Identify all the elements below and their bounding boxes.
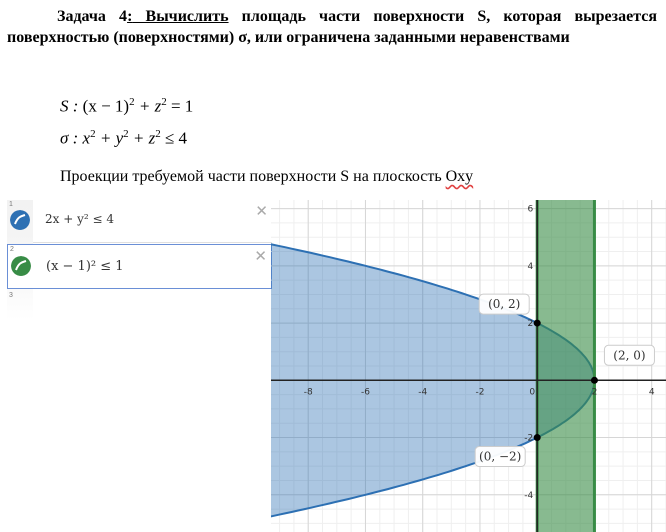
x-tick-label: -8 bbox=[303, 387, 313, 398]
formula-sigma-term2: + y bbox=[95, 128, 124, 148]
formula-sigma-rhs: ≤ 4 bbox=[160, 128, 188, 148]
task-colon: : bbox=[127, 8, 133, 25]
expression-index: 2 bbox=[10, 246, 14, 253]
formula-s-rhs: = 1 bbox=[166, 96, 194, 116]
formula-s-term2: + z bbox=[134, 96, 162, 116]
x-tick-label: 2 bbox=[591, 387, 598, 398]
expression-row-1[interactable] bbox=[7, 200, 272, 243]
y-tick-label: -4 bbox=[524, 490, 534, 501]
formula-s-exp1: 2 bbox=[129, 96, 135, 108]
expression-text[interactable]: (x − 1)² ≤ 1 bbox=[46, 259, 124, 274]
projection-caption bbox=[60, 168, 473, 186]
expression-index-new[interactable]: 3 bbox=[9, 292, 13, 299]
point-marker bbox=[534, 320, 541, 327]
formula-s-term1: (x − 1) bbox=[82, 96, 130, 116]
point-label bbox=[479, 294, 529, 314]
point-label-text: (2, 0) bbox=[613, 348, 646, 363]
formula-sigma-term1: x bbox=[82, 128, 91, 148]
point-marker bbox=[591, 377, 598, 384]
expression-list bbox=[7, 200, 272, 532]
projection-plane: Oxy bbox=[445, 168, 474, 185]
point-label bbox=[604, 345, 654, 365]
formula-sigma-exp2: 2 bbox=[123, 128, 129, 140]
formula-sigma bbox=[60, 128, 187, 149]
formula-sigma-term3: + z bbox=[128, 128, 156, 148]
y-tick-label: 6 bbox=[527, 204, 534, 215]
formula-sigma-exp3: 2 bbox=[155, 128, 161, 140]
x-tick-label: -4 bbox=[418, 387, 428, 398]
point-label-text: (0, 2) bbox=[488, 297, 521, 312]
formula-s-lhs: S : bbox=[60, 96, 79, 116]
formula-s-exp2: 2 bbox=[161, 96, 167, 108]
expression-index: 1 bbox=[9, 201, 13, 208]
y-tick-label: -2 bbox=[524, 433, 534, 444]
task-text: площадь части поверхности S, которая вырезается поверхностью (поверхностями) σ, или ограничена заданными неравенствами bbox=[7, 8, 658, 46]
point-marker bbox=[534, 434, 541, 441]
x-tick-label: -2 bbox=[475, 387, 485, 398]
x-tick-label: -6 bbox=[360, 387, 370, 398]
task-verb: Вычислить bbox=[132, 8, 229, 25]
divider bbox=[33, 242, 272, 243]
projection-text: Проекции требуемой части поверхности S на плоскость bbox=[60, 168, 446, 185]
formula-sigma-exp1: 2 bbox=[90, 128, 96, 140]
task-label: Задача 4 bbox=[57, 8, 128, 25]
y-tick-label: 2 bbox=[527, 319, 534, 330]
function-color-icon[interactable] bbox=[10, 210, 30, 230]
formula-s bbox=[60, 96, 193, 117]
x-tick-label: 0 bbox=[529, 387, 536, 398]
graph-canvas[interactable] bbox=[271, 200, 666, 532]
y-tick-label: 4 bbox=[527, 261, 534, 272]
close-icon[interactable]: ✕ bbox=[255, 202, 268, 220]
formula-sigma-lhs: σ : bbox=[60, 128, 79, 148]
task-statement bbox=[7, 6, 657, 48]
expression-row-2[interactable] bbox=[7, 244, 272, 289]
function-color-icon[interactable] bbox=[11, 256, 31, 276]
point-label-text: (0, −2) bbox=[479, 449, 522, 464]
expression-text[interactable]: 2x + y² ≤ 4 bbox=[45, 212, 114, 226]
region-strip bbox=[537, 200, 594, 532]
close-icon[interactable]: ✕ bbox=[254, 247, 267, 265]
point-label bbox=[475, 447, 525, 467]
x-tick-label: 4 bbox=[648, 387, 655, 398]
